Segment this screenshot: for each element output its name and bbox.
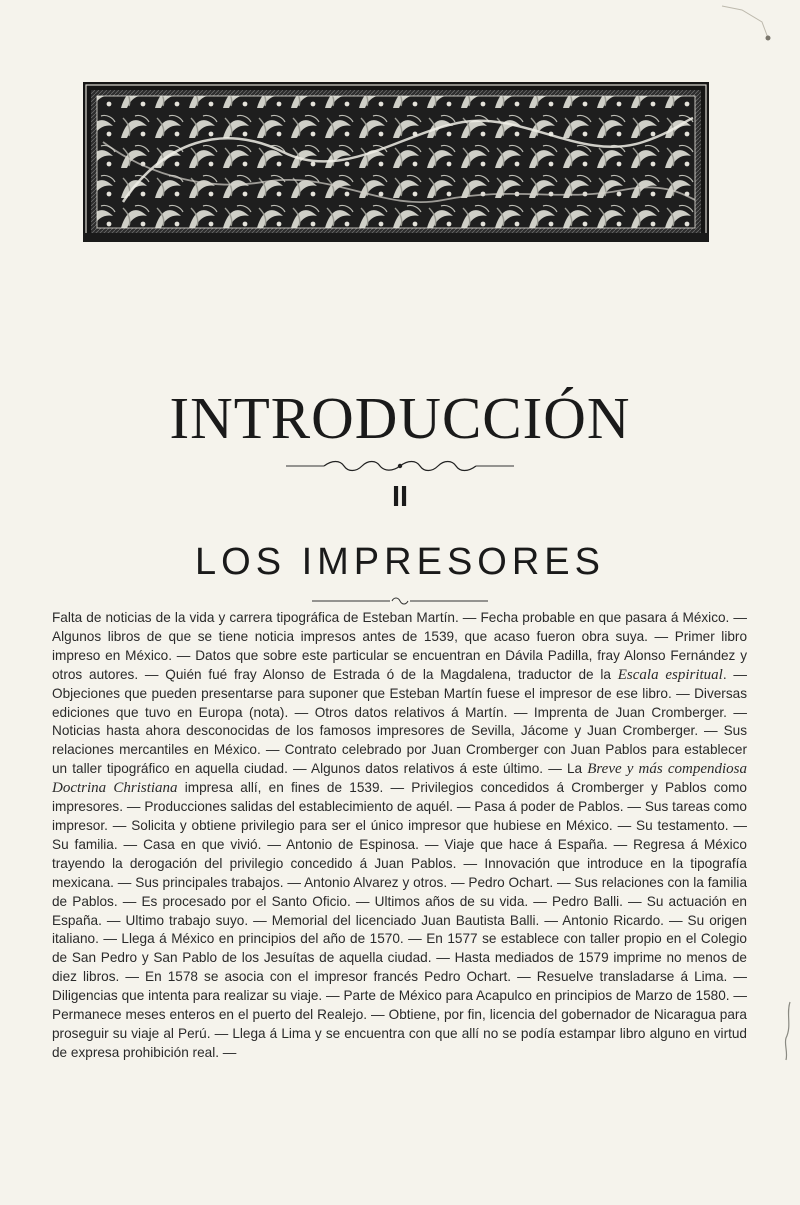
summary-text: . — Objeciones que pueden presentarse para suponer que Esteban Martín fuese el impresor de ese libro. — Diversas ediciones que tuvo en Europa (nota). — Otros datos relativos á Martín. — Imprenta de Juan Cromberger. — Noticias hasta ahora desconocidas de los famosos impresores de Sevilla, Jácome y Juan Cromberger. — Sus relaciones mercantiles en México. — Contrato celebrado por Juan Cromberger con Juan Pablos para establecer un taller tipográfico en aquella ciudad. — Algunos datos relativos á este último. — La (52, 666, 747, 777)
summary-text: Falta de noticias de la vida y carrera tipográfica de Esteban Martín. — Fecha probable en que pasara á México. — Algunos libros de que se tiene noticia impresos antes de 1539, que acaso fueron obra suya. — Primer libro impreso en México. — Datos que sobre este particular se encuentran en Dávila Padilla, fray Alonso Fernández y otros autores. — Quién fué fray Alonso de Estrada ó de la Magdalena, traductor de la (52, 610, 747, 682)
margin-pencil-mark (780, 1000, 796, 1064)
summary-text: impresa allí, en fines de 1539. — Privilegios concedidos á Cromberger y Pablos como impresores. — Producciones salidas del establecimiento de aquél. — Pasa á poder de Pablos. — Sus tareas como impresor. — Solicita y obtiene privilegio para ser el único impresor que hubiese en México. — Su testamento. — Su familia. — Casa en que vivió. — Antonio de Espinosa. — Viaje que hace á España. — Regresa á México trayendo la derogación del privilegio concedido á Juan Pablos. — Innovación que introduce en la tipografía mexicana. — Sus principales trabajos. — Antonio Alvarez y otros. — Pedro Ochart. — Sus relaciones con la familia de Pablos. — Es procesado por el Santo Oficio. — Ultimos años de su vida. — Pedro Balli. — Su actuación en España. — Ultimo trabajo suyo. — Memorial del licenciado Juan Bautista Balli. — Antonio Ricardo. — Su origen italiano. — Llega á México en principios del año de 1570. — En 1577 se establece con taller propio en el Colegio de San Pedro y San Pablo de los Jesuítas de aquella ciudad. — Hasta mediados de 1579 imprime no menos de diez libros. — En 1578 se asocia con el impresor francés Pedro Ochart. — Resuelve transladarse á Lima. — Diligencias que intenta para realizar su viaje. — Parte de México para Acapulco en principios de Marzo de 1580. — Permanece meses enteros en el puerto del Realejo. — Obtiene, por fin, licencia del gobernador de Nicaragua para proseguir su viaje al Perú. — Llega á Lima y se encuentra con que allí no se podía estampar libro alguno en virtud de expresa prohibición real. — (52, 780, 747, 1060)
chapter-summary (52, 609, 747, 1063)
summary-italic-title: Escala espiritual (617, 666, 723, 683)
summary-italic-title: Breve y más compendiosa Doctrina Christiana (52, 761, 747, 797)
rule-ornament (312, 593, 488, 603)
chapter-title: LOS IMPRESORES (195, 541, 605, 583)
chapter-number: II (391, 481, 409, 513)
section-heading: INTRODUCCIÓN (169, 385, 631, 451)
decorative-header-band (83, 82, 709, 242)
title-flourish-ornament (284, 459, 516, 473)
corner-paper-mark (712, 0, 772, 42)
